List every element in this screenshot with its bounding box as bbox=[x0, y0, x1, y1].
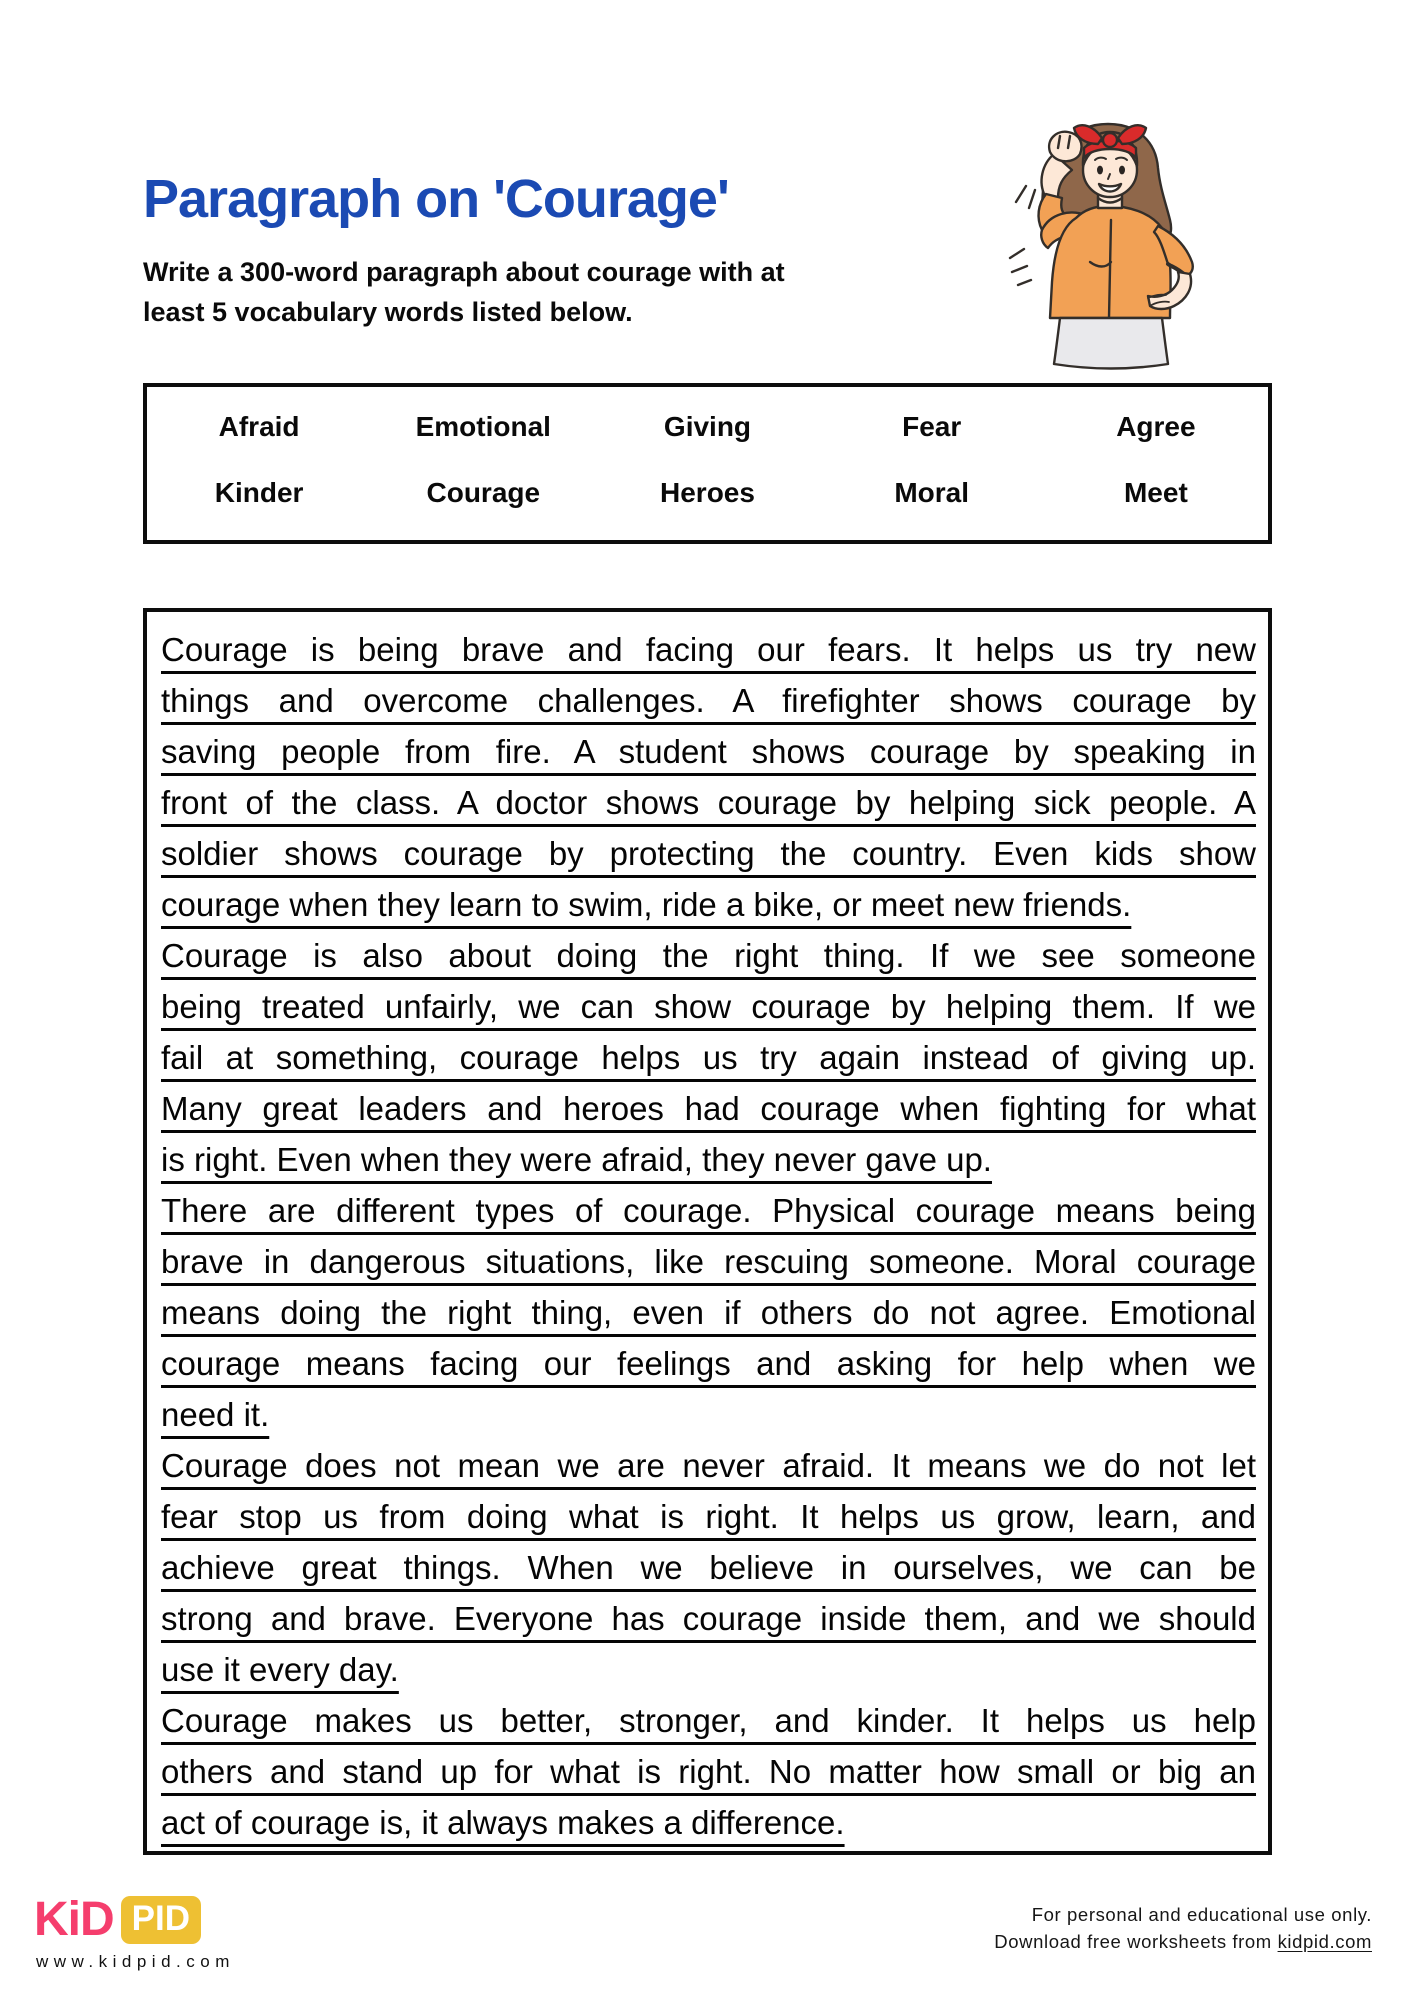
page-title: Paragraph on 'Courage' bbox=[143, 169, 729, 229]
website-url: www.kidpid.com bbox=[36, 1952, 235, 1971]
footer-note-line-2-text: Download free worksheets from bbox=[994, 1931, 1278, 1952]
vocab-word: Giving bbox=[663, 410, 752, 442]
vocab-word: Agree bbox=[1116, 410, 1196, 442]
essay-line: brave in dangerous situations, like rescuing someone. Moral courage bbox=[161, 1243, 1256, 1280]
vocab-word: Emotional bbox=[415, 410, 551, 442]
essay-line: need it. bbox=[161, 1396, 270, 1433]
logo-kid-text: KiD bbox=[34, 1893, 114, 1946]
essay-line: means doing the right thing, even if others do not agree. Emotional bbox=[161, 1294, 1256, 1331]
instructions-line-2: least 5 vocabulary words listed below. bbox=[143, 297, 633, 327]
vocab-word: Kinder bbox=[214, 476, 304, 508]
essay-line: There are different types of courage. Physical courage means being bbox=[161, 1192, 1256, 1229]
essay-line: act of courage is, it always makes a difference. bbox=[161, 1804, 845, 1841]
essay-line: front of the class. A doctor shows courage by helping sick people. A bbox=[161, 784, 1256, 821]
footer-note-line-1: For personal and educational use only. bbox=[1031, 1904, 1372, 1925]
vocabulary-box bbox=[143, 383, 1272, 544]
essay-line: fear stop us from doing what is right. It helps us grow, learn, and bbox=[161, 1498, 1256, 1535]
essay-line: fail at something, courage helps us try again instead of giving up. bbox=[161, 1039, 1256, 1076]
vocab-word: Afraid bbox=[218, 410, 300, 442]
essay-line: courage when they learn to swim, ride a bike, or meet new friends. bbox=[161, 886, 1132, 923]
vocab-word: Heroes bbox=[660, 476, 755, 508]
essay-line: Courage makes us better, stronger, and kinder. It helps us help bbox=[161, 1702, 1256, 1739]
essay-line: being treated unfairly, we can show courage by helping them. If we bbox=[161, 988, 1256, 1025]
essay-line: achieve great things. When we believe in ourselves, we can be bbox=[161, 1549, 1256, 1586]
vocab-word: Fear bbox=[902, 410, 962, 442]
essay-line: Courage is also about doing the right thing. If we see someone bbox=[161, 937, 1256, 974]
essay-line: others and stand up for what is right. No matter how small or big an bbox=[161, 1753, 1256, 1790]
essay-line: use it every day. bbox=[161, 1651, 399, 1688]
footer-note-line-2 bbox=[994, 1928, 1372, 1955]
instructions-text bbox=[143, 252, 785, 332]
essay-line: strong and brave. Everyone has courage inside them, and we should bbox=[161, 1600, 1256, 1637]
logo-pid-badge: PID bbox=[121, 1896, 201, 1944]
essay-line: saving people from fire. A student shows courage by speaking in bbox=[161, 733, 1256, 770]
essay-line: Many great leaders and heroes had courage when fighting for what bbox=[161, 1090, 1256, 1127]
essay-line: courage means facing our feelings and asking for help when we bbox=[161, 1345, 1256, 1382]
essay-box bbox=[143, 608, 1272, 1855]
essay-line: things and overcome challenges. A firefighter shows courage by bbox=[161, 682, 1256, 719]
vocab-word: Meet bbox=[1123, 476, 1188, 508]
instructions-line-1: Write a 300-word paragraph about courage with at bbox=[143, 257, 785, 287]
essay-line: Courage is being brave and facing our fears. It helps us try new bbox=[161, 631, 1256, 668]
vocab-word: Courage bbox=[426, 476, 541, 508]
vocab-word: Moral bbox=[894, 476, 970, 508]
footer-note bbox=[994, 1901, 1372, 1955]
essay-line: Courage does not mean we are never afraid. It means we do not let bbox=[161, 1447, 1256, 1484]
essay-line: is right. Even when they were afraid, they never gave up. bbox=[161, 1141, 992, 1178]
kidpid-logo bbox=[34, 1892, 201, 1947]
woman-flexing-illustration bbox=[998, 86, 1248, 374]
essay-line: soldier shows courage by protecting the country. Even kids show bbox=[161, 835, 1256, 872]
kidpid-link[interactable]: kidpid.com bbox=[1277, 1931, 1372, 1952]
